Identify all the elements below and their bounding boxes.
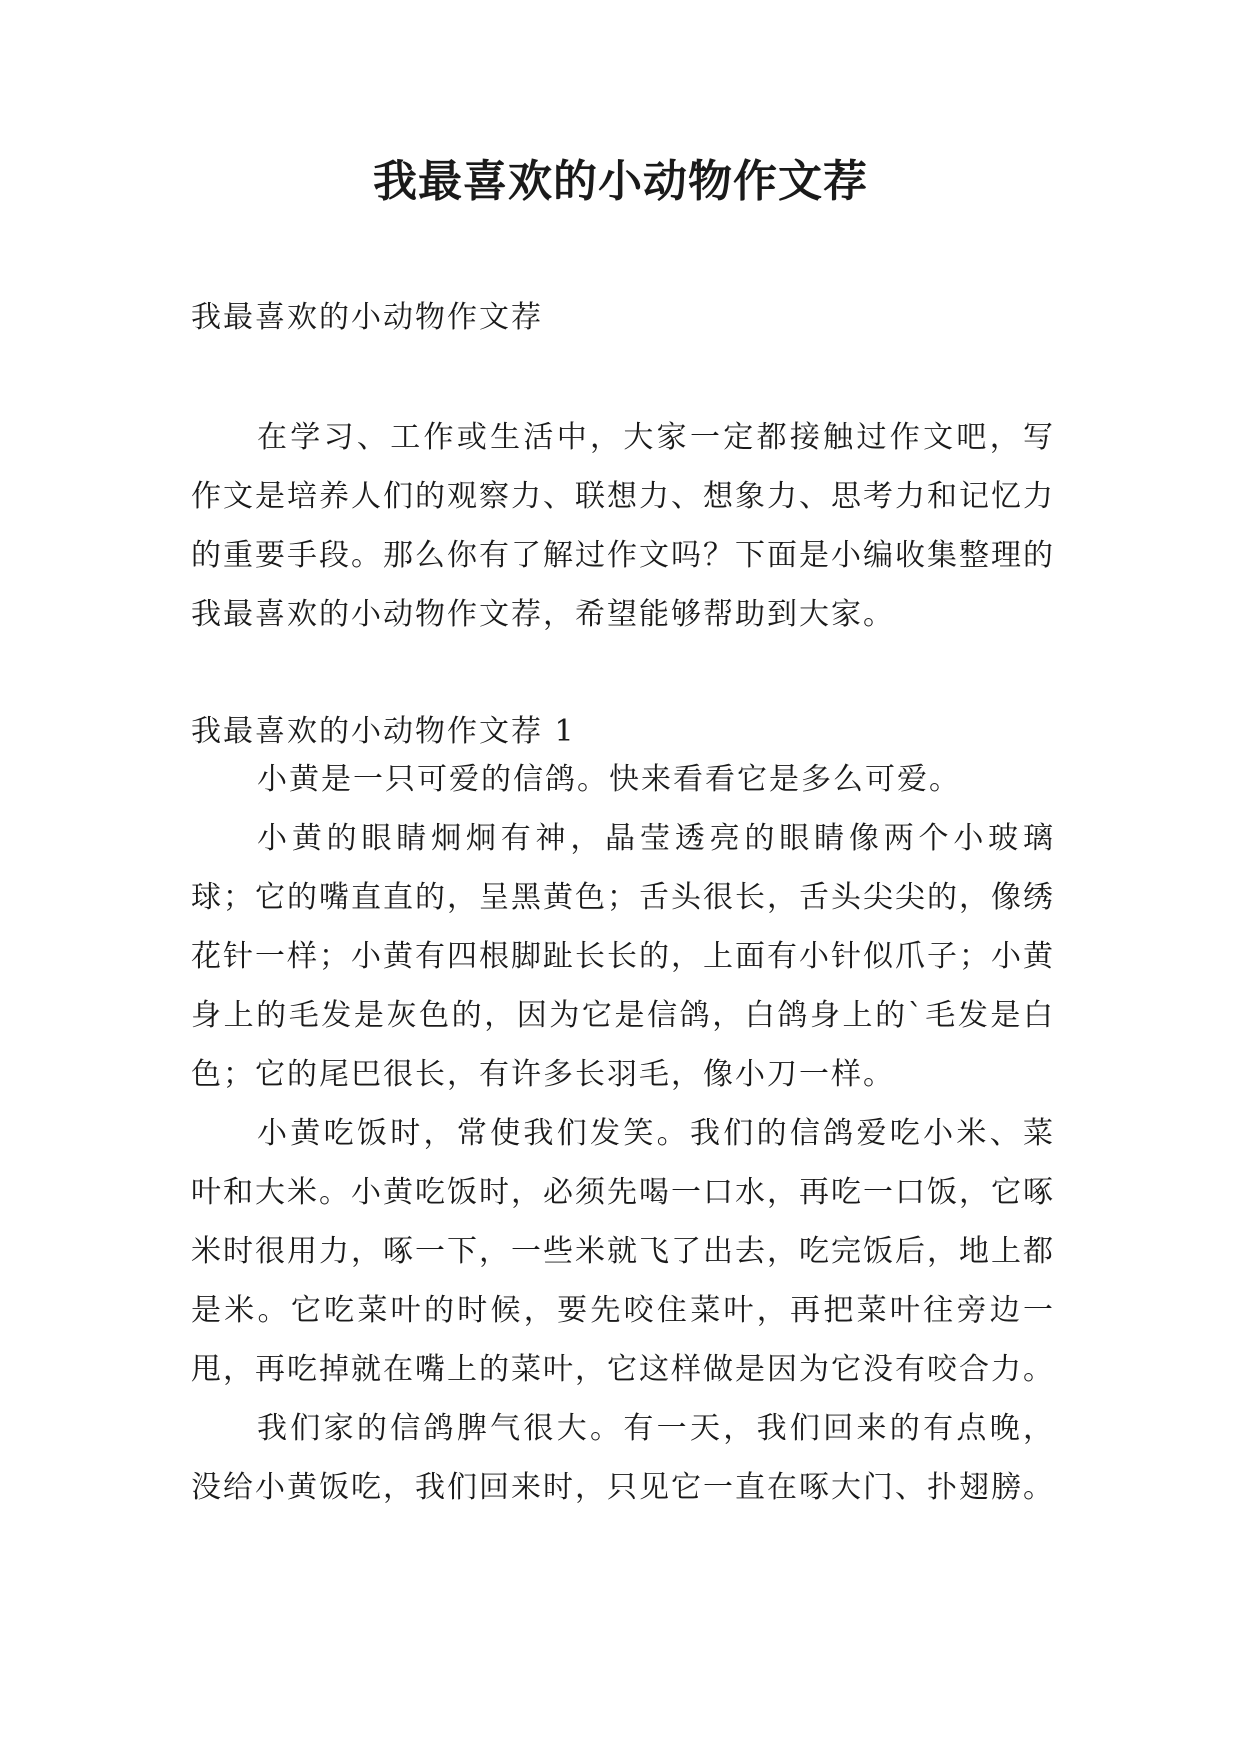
- paragraph-1: 小黄是一只可爱的信鸽。快来看看它是多么可爱。: [257, 762, 961, 797]
- section-heading: 我最喜欢的小动物作文荐 1: [191, 714, 576, 749]
- paragraph-3: 小黄吃饭时，常使我们发笑。我们的信鸽爱吃小米、菜叶和大米。小黄吃饭时，必须先喝一口水，再吃一口饭，它啄米时很用力，啄一下，一些米就飞了出去，吃完饭后，地上都是米。它吃菜叶的时候，要先咬住菜叶，再把菜叶往旁边一甩，再吃掉就在嘴上的菜叶，它这样做是因为它没有咬合力。: [191, 1116, 1055, 1387]
- paragraph-2: 小黄的眼睛炯炯有神，晶莹透亮的眼睛像两个小玻璃球；它的嘴直直的，呈黑黄色；舌头很长，舌头尖尖的，像绣花针一样；小黄有四根脚趾长长的，上面有小针似爪子；小黄身上的毛发是灰色的，因为它是信鸽，白鸽身上的`毛发是白色；它的尾巴很长，有许多长羽毛，像小刀一样。: [191, 821, 1055, 1092]
- intro-paragraph: 在学习、工作或生活中，大家一定都接触过作文吧，写作文是培养人们的观察力、联想力、想象力、思考力和记忆力的重要手段。那么你有了解过作文吗？下面是小编收集整理的我最喜欢的小动物作文荐，希望能够帮助到大家。: [191, 420, 1055, 632]
- paragraph-4: 我们家的信鸽脾气很大。有一天，我们回来的有点晚，没给小黄饭吃，我们回来时，只见它一直在啄大门、扑翅膀。: [191, 1411, 1055, 1505]
- document-subtitle: 我最喜欢的小动物作文荐: [191, 300, 543, 335]
- section-body: [191, 750, 1055, 1517]
- document-title: 我最喜欢的小动物作文荐: [373, 156, 868, 207]
